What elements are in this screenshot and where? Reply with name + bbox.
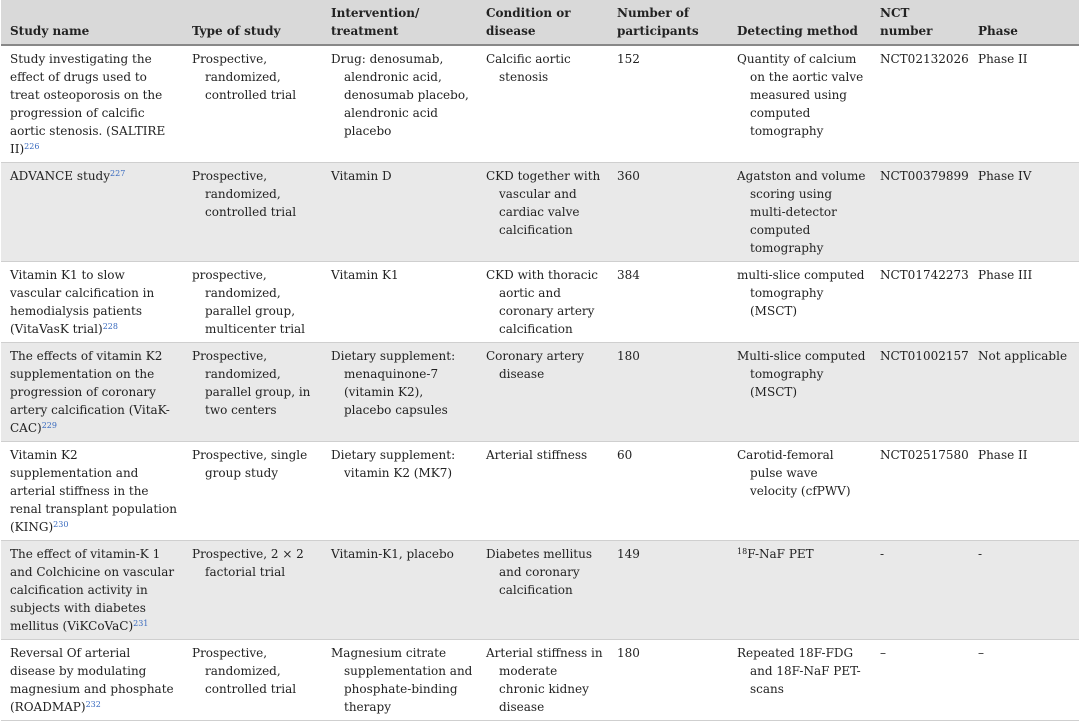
cell-intervention: Vitamin K1 <box>331 268 399 282</box>
cell-condition: Coronary artery disease <box>477 343 608 442</box>
cell-detecting-method: Repeated 18F-FDG and 18F-NaF PET-scans <box>737 646 861 696</box>
reference-link[interactable]: 231 <box>133 619 149 628</box>
cell-phase: Phase IV <box>969 163 1079 262</box>
cell-condition: Calcific aortic stenosis <box>486 52 571 84</box>
reference-link[interactable]: 232 <box>85 700 101 709</box>
cell-detecting-method: Quantity of calcium on the aortic valve measured using computed tomography <box>737 52 864 138</box>
cell-intervention: Vitamin-K1, placebo <box>322 541 477 640</box>
cell-phase: Not applicable <box>969 343 1079 442</box>
table-row <box>1 640 1079 721</box>
cell-condition: Diabetes mellitus and coronary calcification <box>477 541 608 640</box>
cell-condition: CKD with thoracic aortic and coronary artery calcification <box>486 268 599 336</box>
cell-type-of-study: Prospective, randomized, controlled trial <box>183 163 322 262</box>
cell-nct-number: - <box>871 541 969 640</box>
cell-study-name: Study investigating the effect of drugs used to treat osteoporosis on the progression of calcific aortic stenosis. (SALTIRE II)$^{226}$ <box>10 52 166 156</box>
cell-phase: Phase II <box>978 448 1028 462</box>
table-row <box>1 163 1079 262</box>
reference-link[interactable]: 226 <box>24 142 40 151</box>
cell-condition: CKD together with vascular and cardiac valve calcification <box>477 163 608 262</box>
cell-study-name: Vitamin K2 supplementation and arterial stiffness in the renal transplant population (KING)$^{230}$ <box>10 448 177 534</box>
header-detecting-method: Detecting method <box>728 0 871 45</box>
reference-link[interactable]: 229 <box>41 421 57 430</box>
cell-condition: Arterial stiffness in moderate chronic kidney disease <box>486 646 603 714</box>
cell-type-of-study: Prospective, randomized, parallel group, in two centers <box>183 343 322 442</box>
cell-nct-number: NCT02132026 <box>880 52 969 66</box>
header-nct-number: NCT number <box>871 0 969 45</box>
table-row <box>1 343 1079 442</box>
cell-nct-number: NCT00379899 <box>871 163 969 262</box>
cell-phase: Phase III <box>978 268 1033 282</box>
cell-participants: 180 <box>617 646 640 660</box>
cell-intervention: Magnesium citrate supplementation and phosphate-binding therapy <box>331 646 473 714</box>
cell-phase: – <box>978 646 984 660</box>
cell-participants: 152 <box>617 52 640 66</box>
cell-intervention: Drug: denosumab, alendronic acid, denosumab placebo, alendronic acid placebo <box>331 52 469 138</box>
table-row <box>1 541 1079 640</box>
cell-phase: - <box>969 541 1079 640</box>
reference-link[interactable]: 227 <box>110 169 126 178</box>
cell-participants: 384 <box>617 268 640 282</box>
table-header <box>1 0 1079 45</box>
clinical-trials-table <box>1 0 1079 721</box>
header-study-name: Study name <box>1 0 183 45</box>
table-row <box>1 45 1079 163</box>
cell-type-of-study: prospective, randomized, parallel group, multicenter trial <box>192 268 306 336</box>
header-intervention: Intervention/ treatment <box>322 0 477 45</box>
cell-study-name: Vitamin K1 to slow vascular calcification in hemodialysis patients (VitaVasK trial)$^{228}$ <box>10 268 155 336</box>
cell-detecting-method: multi-slice computed tomography (MSCT) <box>737 268 865 318</box>
cell-participants: 60 <box>617 448 633 462</box>
cell-intervention: Vitamin D <box>322 163 477 262</box>
cell-study-name: The effects of vitamin K2 supplementation on the progression of coronary artery calcification (VitaK-CAC)$^{229}$ <box>1 343 183 442</box>
table-body <box>1 45 1079 721</box>
cell-detecting-method: Agatston and volume scoring using multi-detector computed tomography <box>728 163 871 262</box>
header-phase: Phase <box>969 0 1079 45</box>
cell-nct-number: NCT01002157 <box>871 343 969 442</box>
cell-nct-number: NCT02517580 <box>880 448 969 462</box>
table-row <box>1 262 1079 343</box>
cell-type-of-study: Prospective, single group study <box>192 448 308 480</box>
table-row <box>1 442 1079 541</box>
cell-phase: Phase II <box>978 52 1028 66</box>
reference-link[interactable]: 228 <box>102 322 118 331</box>
cell-detecting-method: Multi-slice computed tomography (MSCT) <box>728 343 871 442</box>
header-condition: Condition or disease <box>477 0 608 45</box>
cell-type-of-study: Prospective, randomized, controlled trial <box>192 646 297 696</box>
cell-intervention: Dietary supplement: vitamin K2 (MK7) <box>331 448 456 480</box>
cell-nct-number: – <box>880 646 886 660</box>
reference-link[interactable]: 230 <box>53 520 69 529</box>
cell-nct-number: NCT01742273 <box>880 268 969 282</box>
header-participants: Number of participants <box>608 0 728 45</box>
cell-detecting-method: $^{18}$F-NaF PET <box>728 541 871 640</box>
cell-intervention: Dietary supplement: menaquinone-7 (vitamin K2), placebo capsules <box>322 343 477 442</box>
cell-type-of-study: Prospective, randomized, controlled trial <box>192 52 297 102</box>
cell-study-name: ADVANCE study$^{227}$ <box>1 163 183 262</box>
cell-participants: 360 <box>608 163 728 262</box>
header-type-of-study: Type of study <box>183 0 322 45</box>
cell-participants: 149 <box>608 541 728 640</box>
cell-condition: Arterial stiffness <box>486 448 588 462</box>
cell-participants: 180 <box>608 343 728 442</box>
cell-study-name: The effect of vitamin-K 1 and Colchicine on vascular calcification activity in subjects with diabetes mellitus (ViKCoVaC)$^{231}$ <box>1 541 183 640</box>
cell-detecting-method: Carotid-femoral pulse wave velocity (cfPWV) <box>737 448 851 498</box>
cell-type-of-study: Prospective, 2 × 2 factorial trial <box>183 541 322 640</box>
cell-study-name: Reversal Of arterial disease by modulating magnesium and phosphate (ROADMAP)$^{232}$ <box>10 646 174 714</box>
